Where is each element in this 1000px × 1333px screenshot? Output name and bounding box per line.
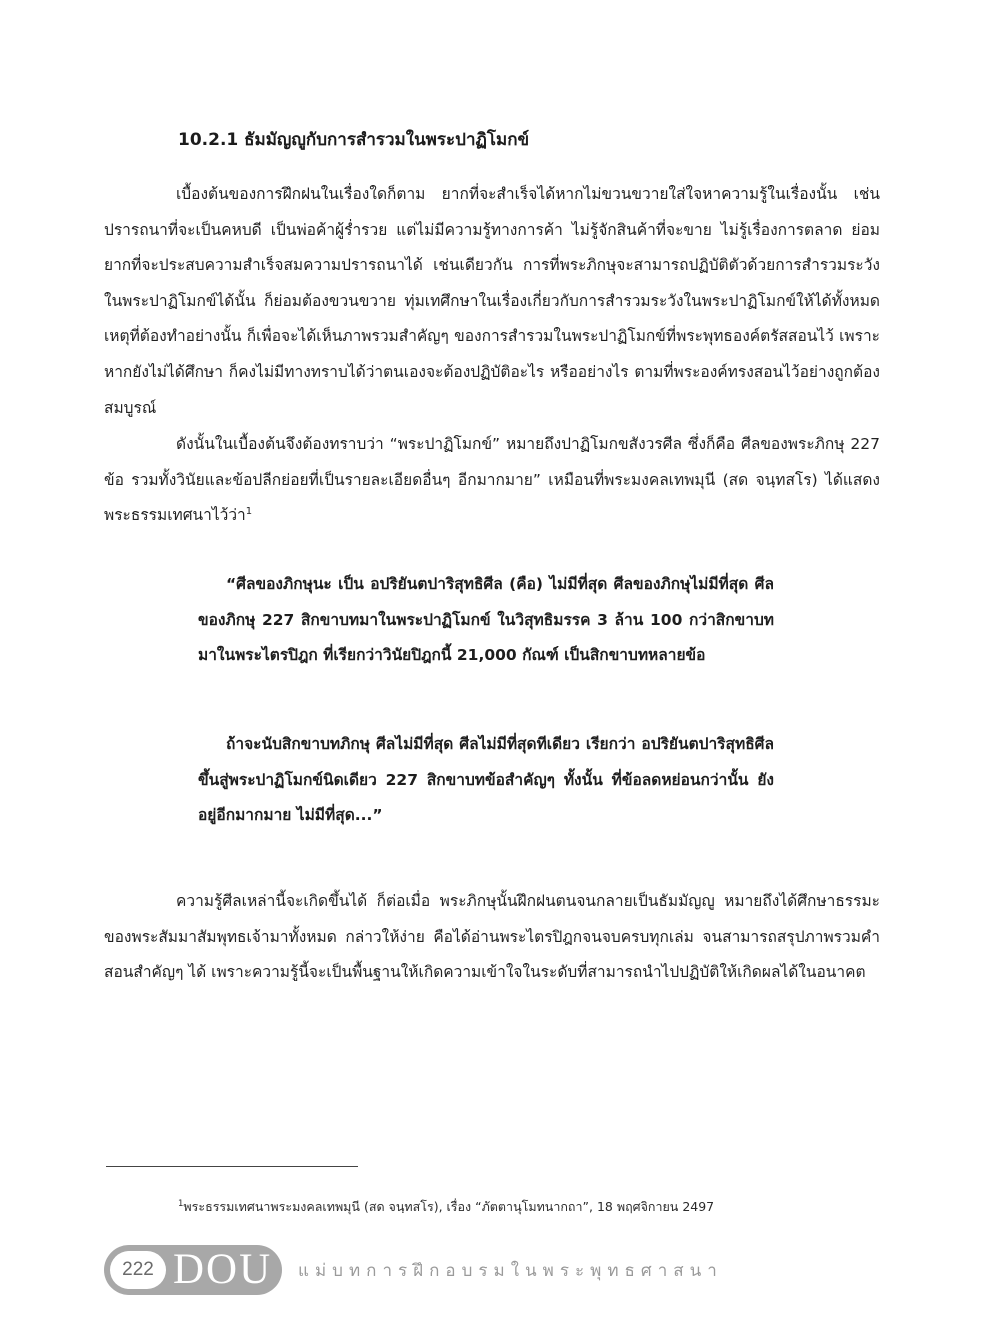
footnote-mark: 1 xyxy=(178,1198,184,1209)
footer-badge xyxy=(104,1245,282,1295)
body-paragraph-1: เบื้องต้นของการฝึกฝนในเรื่องใดก็ตาม ยากที่จะสำเร็จได้หากไม่ขวนขวายใส่ใจหาความรู้ในเรื่องนั้น เช่น ปรารถนาที่จะเป็นคหบดี เป็นพ่อค้าผู้ร่ำรวย แต่ไม่มีความรู้ทางการค้า ไม่รู้จักสินค้าที่จะขาย ไม่รู้เรื่องการตลาด ย่อมยากที่จะประสบความสำเร็จสมความปรารถนาได้ เช่นเดียวกัน การที่พระภิกษุจะสามารถปฏิบัติตัวด้วยการสำรวมระวังในพระปาฏิโมกข์ได้นั้น ก็ย่อมต้องขวนขวาย ทุ่มเทศึกษาในเรื่องเกี่ยวกับการสำรวมระวังในพระปาฏิโมกข์ให้ได้ทั้งหมด เหตุที่ต้องทำอย่างนั้น ก็เพื่อจะได้เห็นภาพรวมสำคัญๆ ของการสำรวมในพระปาฏิโมกข์ที่พระพุทธองค์ตรัสสอนไว้ เพราะหากยังไม่ได้ศึกษา ก็คงไม่มีทางทราบได้ว่าตนเองจะต้องปฏิบัติอะไร หรืออย่างไร ตามที่พระองค์ทรงสอนไว้อย่างถูกต้องสมบูรณ์ xyxy=(104,185,881,417)
footnote xyxy=(178,1197,714,1217)
section-heading: 10.2.1 ธัมมัญญูกับการสำรวมในพระปาฏิโมกข์ xyxy=(178,130,530,150)
dou-logo: DOU xyxy=(173,1246,273,1293)
page-number: 222 xyxy=(110,1251,166,1289)
body-paragraph-2-text: ดังนั้นในเบื้องต้นจึงต้องทราบว่า “พระปาฏิโมกข์” หมายถึงปาฏิโมกขสังวรศีล ซึ่งก็คือ ศีลของพระภิกษุ 227 ข้อ รวมทั้งวินัยและข้อปลีกย่อยที่เป็นรายละเอียดอื่นๆ อีกมากมาย” เหมือนที่พระมงคลเทพมุนี (สด จนฺทสโร) ได้แสดงพระธรรมเทศนาไว้ว่า xyxy=(104,435,880,525)
page-footer xyxy=(104,1244,723,1296)
footnote-divider xyxy=(106,1166,358,1167)
quote-paragraph-2: ถ้าจะนับสิกขาบทภิกษุ ศีลไม่มีที่สุด ศีลไม่มีที่สุดทีเดียว เรียกว่า อปริยันตปาริสุทธิศีลขึ้นสู่พระปาฏิโมกข์นิดเดียว 227 สิกขาบทข้อสำคัญๆ ทั้งนั้น ที่ข้อลดหย่อนกว่านั้น ยังอยู่อีกมากมาย ไม่มีที่สุด...” xyxy=(198,735,774,825)
body-paragraph-3: ความรู้ศีลเหล่านี้จะเกิดขึ้นได้ ก็ต่อเมื่อ พระภิกษุนั้นฝึกฝนตนจนกลายเป็นธัมมัญญู หมายถึงได้ศึกษาธรรมะของพระสัมมาสัมพุทธเจ้ามาทั้งหมด กล่าวให้ง่าย คือได้อ่านพระไตรปิฎกจนจบครบทุกเล่ม จนสามารถสรุปภาพรวมคำสอนสำคัญๆ ได้ เพราะความรู้นี้จะเป็นพื้นฐานให้เกิดความเข้าใจในระดับที่สามารถนำไปปฏิบัติให้เกิดผลได้ในอนาคต xyxy=(104,892,880,982)
footnote-text: พระธรรมเทศนาพระมงคลเทพมุนี (สด จนฺทสโร), เรื่อง “ภัตตานุโมทนากถา”, 18 พฤศจิกายน 2497 xyxy=(183,1199,715,1214)
book-title: แม่บทการฝึกอบรมในพระพุทธศาสนา xyxy=(298,1260,723,1281)
quote-paragraph-1: “ศีลของภิกษุนะ เป็น อปริยันตปาริสุทธิศีล (คือ) ไม่มีที่สุด ศีลของภิกษุไม่มีที่สุด ศีลของภิกษุ 227 สิกขาบทมาในพระปาฏิโมกข์ ในวิสุทธิมรรค 3 ล้าน 100 กว่าสิกขาบท มาในพระไตรปิฎก ที่เรียกว่าวินัยปิฎกนี้ 21,000 กัณฑ์ เป็นสิกขาบทหลายข้อ xyxy=(198,575,774,665)
footnote-reference[interactable]: 1 xyxy=(245,506,253,518)
body-paragraph-2 xyxy=(104,427,880,534)
